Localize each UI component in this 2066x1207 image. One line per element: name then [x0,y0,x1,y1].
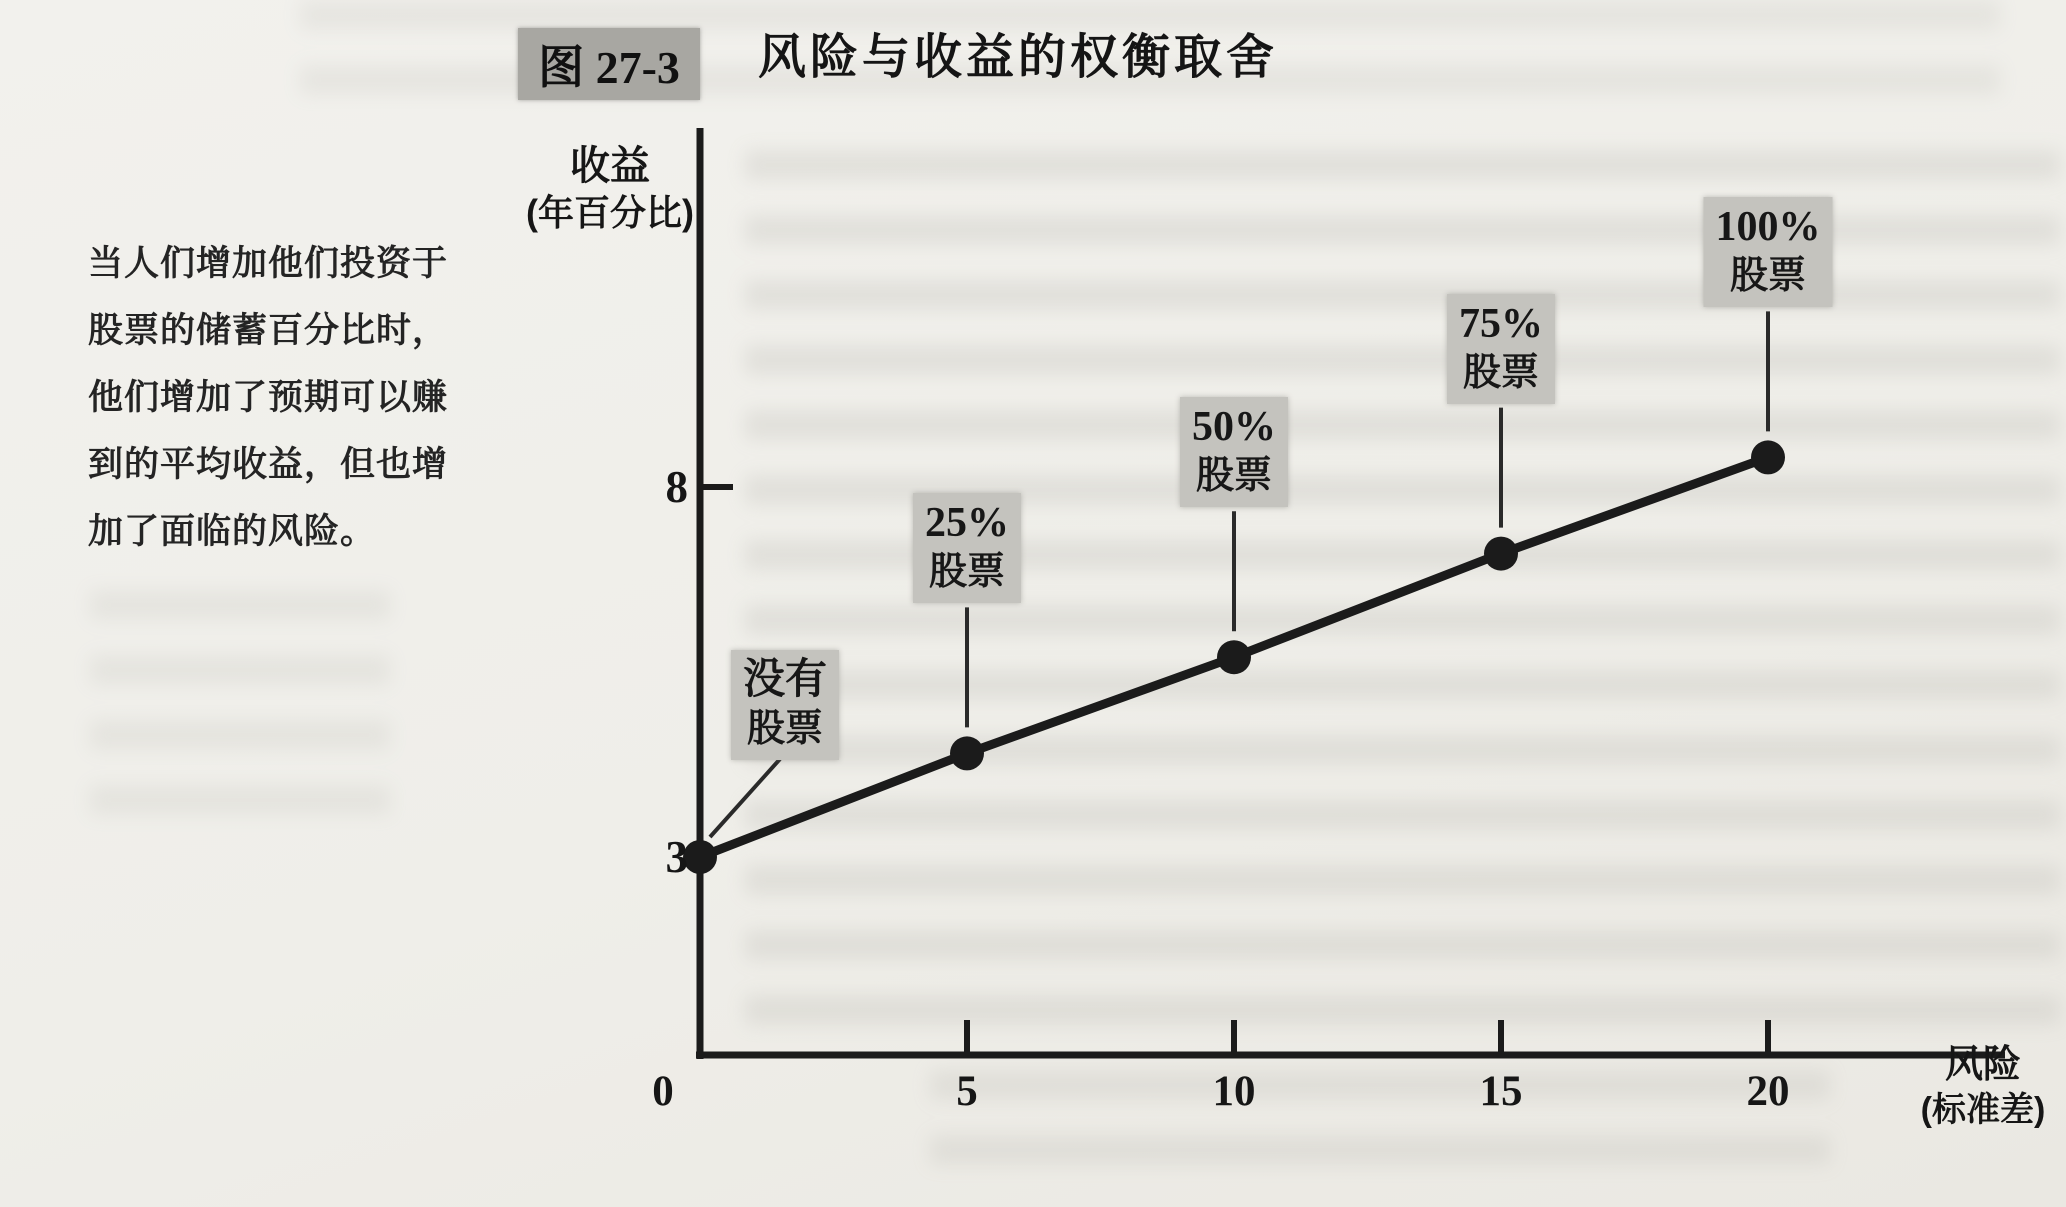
point-label-line2: 股票 [746,708,824,750]
point-label-line2: 股票 [1729,255,1806,298]
x-tick-label-15: 15 [1479,1068,1523,1115]
caption-line: 加了面临的风险。 [88,512,377,551]
caption-line: 到的平均收益，但也增 [88,445,449,484]
y-tick-label-8: 8 [665,462,688,512]
point-label-line2: 股票 [1462,351,1539,394]
point-label-line2: 股票 [1195,455,1272,498]
x-axis-label-line2: (标准差) [1920,1091,2046,1129]
point-label-line1: 没有 [742,657,828,703]
figure-number-badge: 图 27-3 [518,28,700,100]
x-tick-label-10: 10 [1212,1068,1256,1115]
caption-line: 股票的储蓄百分比时， [88,311,449,350]
point-label-no-stocks [731,650,839,760]
x-axis-label [1898,1042,2066,1132]
figure-caption-note [88,230,460,565]
y-axis-label [495,142,725,236]
figure-title: 风险与收益的权衡取舍 [758,31,1279,84]
point-label-line1: 50% [1192,404,1276,451]
y-axis-label-line2: (年百分比) [526,192,694,233]
x-tick-label-20: 20 [1746,1068,1790,1115]
data-point-100%股票 [1751,440,1785,474]
y-axis-label-line1: 收益 [570,144,650,188]
caption-line: 他们增加了预期可以赚 [88,378,449,417]
x-tick-label-0: 0 [652,1068,674,1115]
data-point-75%股票 [1484,537,1518,571]
data-point-50%股票 [1217,640,1251,674]
point-label-line1: 100% [1715,204,1821,251]
point-label-25pct-stocks [913,493,1021,603]
data-point-没有股票 [683,840,717,874]
x-axis-label-line1: 风险 [1944,1044,2021,1086]
x-tick-label-5: 5 [956,1068,978,1115]
caption-line: 当人们增加他们投资于 [88,244,449,283]
point-label-line2: 股票 [928,551,1005,594]
y-tick-label-3: 3 [665,832,688,882]
point-label-line1: 75% [1459,300,1543,347]
point-label-100pct-stocks [1704,197,1833,307]
data-point-25%股票 [950,736,984,770]
point-label-line1: 25% [925,500,1009,547]
point-label-75pct-stocks [1447,294,1555,404]
point-label-50pct-stocks [1180,397,1288,507]
